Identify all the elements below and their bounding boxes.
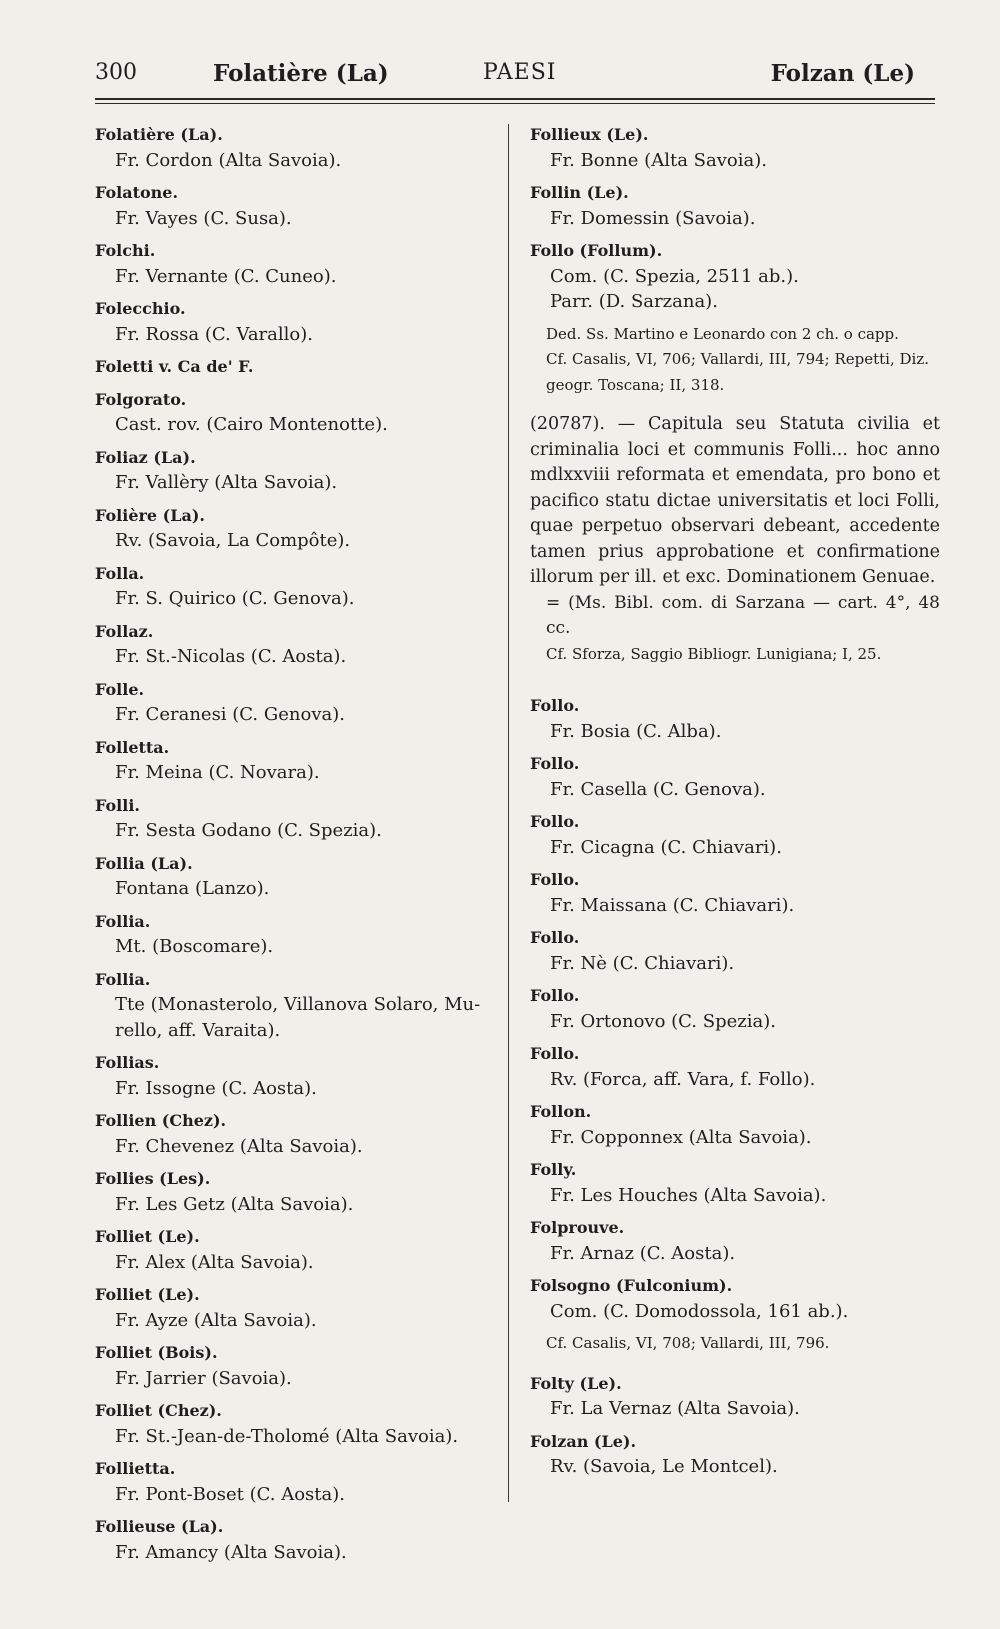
header-left-title: Folatière (La) bbox=[213, 60, 389, 87]
gazetteer-entry bbox=[530, 1041, 940, 1092]
document-reference: Cf. Sforza, Saggio Bibliogr. Lunigiana; I, 25. bbox=[546, 644, 882, 663]
entry-headword: Foletti v. Ca de' F. bbox=[95, 357, 254, 376]
entry-detail: Tte (Monasterolo, Villanova Solaro, Mu- bbox=[115, 994, 481, 1015]
header-section-title: PAESI bbox=[483, 60, 557, 85]
entry-headword: Folliet (Le). bbox=[95, 1285, 200, 1304]
follo-references: Cf. Casalis, VI, 706; Vallardi, III, 794; Repetti, Diz. geogr. Toscana; II, 318. bbox=[546, 350, 930, 394]
right-column bbox=[530, 122, 940, 1487]
gazetteer-entry bbox=[530, 983, 940, 1034]
gazetteer-entry bbox=[95, 1224, 495, 1275]
entry-headword: Folla. bbox=[95, 563, 145, 583]
entry-headword: Follo. bbox=[530, 928, 580, 947]
gazetteer-entry bbox=[95, 1456, 495, 1507]
document-source: = (Ms. Bibl. com. di Sarzana — cart. 4°, 48 cc. bbox=[546, 592, 940, 638]
entry-detail: Fr. St.-Jean-de-Tholomé (Alta Savoia). bbox=[115, 1425, 459, 1447]
entry-detail: Cast. rov. (Cairo Montenotte). bbox=[115, 414, 388, 435]
entry-headword: Follo. bbox=[530, 696, 580, 715]
gazetteer-entry bbox=[530, 180, 940, 231]
document-entry-20787: (20787). — Capitula seu Statuta civilia et criminalia loci et communis Folli... hoc anno mdlxxviii reformata et emendata, pro bono et pacifico statu dictae universitatis et loci Folli, quae perpetuo observari debeant, accedente tamen prius approbatione et confirmatione illorum per ill. et exc. Dominationem Genuae. bbox=[530, 414, 940, 587]
entry-headword: Follia. bbox=[95, 969, 151, 989]
entry-detail: Fr. Vayes (C. Susa). bbox=[115, 207, 292, 229]
entry-detail: Fr. Jarrier (Savoia). bbox=[115, 1367, 292, 1389]
gazetteer-entry bbox=[95, 851, 495, 902]
left-column bbox=[95, 122, 495, 1572]
entry-headword: Folsogno (Fulconium). bbox=[530, 1276, 733, 1295]
page-number: 300 bbox=[95, 60, 137, 85]
header-rule bbox=[95, 98, 935, 100]
entry-headword: Follietta. bbox=[95, 1459, 176, 1478]
right-bottom-entries bbox=[530, 693, 940, 1324]
entry-detail: Fr. La Vernaz (Alta Savoia). bbox=[550, 1398, 800, 1419]
gazetteer-entry bbox=[530, 122, 940, 173]
entry-headword: Follo. bbox=[530, 754, 580, 773]
right-end-entries bbox=[530, 1371, 940, 1480]
entry-detail: Fr. Domessin (Savoia). bbox=[550, 207, 756, 229]
entry-headword: Follien (Chez). bbox=[95, 1111, 227, 1130]
entry-detail: Fr. Meina (C. Novara). bbox=[115, 762, 320, 783]
folsogno-references: Cf. Casalis, VI, 708; Vallardi, III, 796. bbox=[546, 1334, 830, 1352]
entry-detail: Fr. Nè (C. Chiavari). bbox=[550, 952, 735, 974]
gazetteer-entry bbox=[95, 1050, 495, 1101]
gazetteer-entry bbox=[95, 909, 495, 960]
entry-headword: Follo. bbox=[530, 870, 580, 889]
entry-headword: Folly. bbox=[530, 1160, 577, 1179]
entry-headword: Follon. bbox=[530, 1102, 592, 1121]
gazetteer-entry bbox=[530, 751, 940, 802]
entry-detail: Mt. (Boscomare). bbox=[115, 936, 274, 957]
entry-headword: Follaz. bbox=[95, 621, 154, 641]
gazetteer-entry bbox=[530, 238, 940, 315]
entry-detail: Com. (C. Spezia, 2511 ab.). bbox=[550, 265, 799, 287]
gazetteer-entry bbox=[95, 735, 495, 786]
gazetteer-entry bbox=[95, 180, 495, 231]
entry-detail: Fr. Arnaz (C. Aosta). bbox=[550, 1242, 736, 1264]
gazetteer-entry bbox=[530, 1371, 940, 1422]
entry-detail: Fontana (Lanzo). bbox=[115, 878, 270, 899]
gazetteer-entry bbox=[95, 1340, 495, 1391]
entry-headword: Folletta. bbox=[95, 737, 170, 757]
entry-detail: Fr. Amancy (Alta Savoia). bbox=[115, 1541, 347, 1563]
entry-detail: Fr. St.-Nicolas (C. Aosta). bbox=[115, 646, 347, 667]
entry-headword: Folière (La). bbox=[95, 505, 205, 525]
gazetteer-entry bbox=[95, 445, 495, 496]
gazetteer-entry bbox=[530, 1429, 940, 1480]
entry-headword: Folliet (Chez). bbox=[95, 1401, 222, 1420]
running-header bbox=[95, 60, 935, 100]
entry-headword: Follo (Follum). bbox=[530, 241, 663, 260]
gazetteer-entry bbox=[530, 809, 940, 860]
entry-headword: Folty (Le). bbox=[530, 1373, 622, 1393]
gazetteer-entry bbox=[95, 967, 495, 1044]
entry-detail: Fr. Ceranesi (C. Genova). bbox=[115, 704, 345, 725]
right-top-entries bbox=[530, 122, 940, 315]
gazetteer-entry bbox=[95, 1514, 495, 1565]
entry-headword: Follieuse (La). bbox=[95, 1517, 224, 1536]
entry-detail: Rv. (Forca, aff. Vara, f. Follo). bbox=[550, 1068, 816, 1090]
entry-headword: Follo. bbox=[530, 1044, 580, 1063]
entry-detail: Fr. S. Quirico (C. Genova). bbox=[115, 588, 355, 609]
entry-detail: Parr. (D. Sarzana). bbox=[550, 291, 718, 312]
entry-headword: Folli. bbox=[95, 795, 140, 815]
entry-detail: Rv. (Savoia, Le Montcel). bbox=[550, 1456, 778, 1477]
entry-detail: Fr. Ortonovo (C. Spezia). bbox=[550, 1010, 776, 1032]
entry-detail: Fr. Maissana (C. Chiavari). bbox=[550, 894, 795, 916]
gazetteer-entry bbox=[95, 1282, 495, 1333]
entry-headword: Follia. bbox=[95, 911, 151, 931]
gazetteer-entry bbox=[530, 1273, 940, 1324]
gazetteer-entry bbox=[95, 122, 495, 173]
entry-headword: Follies (Les). bbox=[95, 1169, 211, 1188]
entry-headword: Folprouve. bbox=[530, 1218, 625, 1237]
gazetteer-entry bbox=[530, 1157, 940, 1208]
gazetteer-entry bbox=[95, 1398, 495, 1449]
column-divider bbox=[508, 124, 509, 1502]
header-right-title: Folzan (Le) bbox=[770, 60, 915, 87]
entry-detail: Fr. Pont-Boset (C. Aosta). bbox=[115, 1483, 345, 1505]
entry-headword: Follo. bbox=[530, 986, 580, 1005]
entry-detail: Fr. Les Getz (Alta Savoia). bbox=[115, 1193, 354, 1215]
entry-headword: Folgorato. bbox=[95, 389, 187, 409]
header-rule-thin bbox=[95, 103, 935, 104]
entry-detail: Fr. Alex (Alta Savoia). bbox=[115, 1251, 314, 1273]
entry-headword: Folliet (Le). bbox=[95, 1227, 200, 1246]
entry-detail: Fr. Rossa (C. Varallo). bbox=[115, 323, 313, 345]
entry-headword: Folatone. bbox=[95, 183, 179, 202]
entry-detail: Fr. Casella (C. Genova). bbox=[550, 778, 766, 800]
entry-headword: Follo. bbox=[530, 812, 580, 831]
entry-headword: Folatière (La). bbox=[95, 125, 223, 144]
gazetteer-entry bbox=[530, 867, 940, 918]
entry-detail: Fr. Chevenez (Alta Savoia). bbox=[115, 1135, 363, 1157]
entry-detail: Fr. Bosia (C. Alba). bbox=[550, 720, 722, 742]
gazetteer-entry bbox=[95, 238, 495, 289]
entry-detail: Fr. Vallèry (Alta Savoia). bbox=[115, 472, 338, 493]
entry-headword: Folliet (Bois). bbox=[95, 1343, 218, 1362]
gazetteer-entry bbox=[95, 619, 495, 670]
entry-detail: Fr. Vernante (C. Cuneo). bbox=[115, 265, 337, 287]
entry-headword: Folchi. bbox=[95, 241, 156, 260]
entry-headword: Follin (Le). bbox=[530, 183, 629, 202]
entry-detail: Fr. Cicagna (C. Chiavari). bbox=[550, 836, 782, 858]
gazetteer-entry bbox=[530, 1215, 940, 1266]
entry-detail: Fr. Les Houches (Alta Savoia). bbox=[550, 1184, 827, 1206]
gazetteer-entry bbox=[95, 387, 495, 438]
gazetteer-entry bbox=[530, 693, 940, 744]
entry-headword: Folzan (Le). bbox=[530, 1431, 637, 1451]
entry-headword: Follias. bbox=[95, 1053, 160, 1072]
entry-detail: Com. (C. Domodossola, 161 ab.). bbox=[550, 1300, 849, 1322]
gazetteer-entry bbox=[95, 561, 495, 612]
entry-headword: Folecchio. bbox=[95, 299, 186, 318]
entry-detail: Fr. Sesta Godano (C. Spezia). bbox=[115, 820, 382, 841]
entry-detail: rello, aff. Varaita). bbox=[115, 1019, 281, 1041]
gazetteer-entry bbox=[95, 354, 495, 380]
gazetteer-entry bbox=[95, 677, 495, 728]
gazetteer-entry bbox=[95, 1166, 495, 1217]
gazetteer-entry bbox=[530, 925, 940, 976]
follo-dedication: Ded. Ss. Martino e Leonardo con 2 ch. o capp. bbox=[546, 324, 899, 343]
entry-headword: Follieux (Le). bbox=[530, 125, 649, 144]
entry-detail: Fr. Bonne (Alta Savoia). bbox=[550, 149, 767, 171]
entry-detail: Fr. Cordon (Alta Savoia). bbox=[115, 149, 342, 171]
entry-headword: Follia (La). bbox=[95, 853, 193, 873]
entry-headword: Foliaz (La). bbox=[95, 447, 196, 467]
entry-detail: Fr. Issogne (C. Aosta). bbox=[115, 1077, 317, 1099]
entry-detail: Fr. Copponnex (Alta Savoia). bbox=[550, 1126, 812, 1148]
gazetteer-entry bbox=[95, 503, 495, 554]
entry-detail: Rv. (Savoia, La Compôte). bbox=[115, 530, 351, 551]
gazetteer-entry bbox=[530, 1099, 940, 1150]
entry-detail: Fr. Ayze (Alta Savoia). bbox=[115, 1309, 317, 1331]
gazetteer-entry bbox=[95, 1108, 495, 1159]
gazetteer-entry bbox=[95, 793, 495, 844]
entry-headword: Folle. bbox=[95, 679, 145, 699]
gazetteer-entry bbox=[95, 296, 495, 347]
